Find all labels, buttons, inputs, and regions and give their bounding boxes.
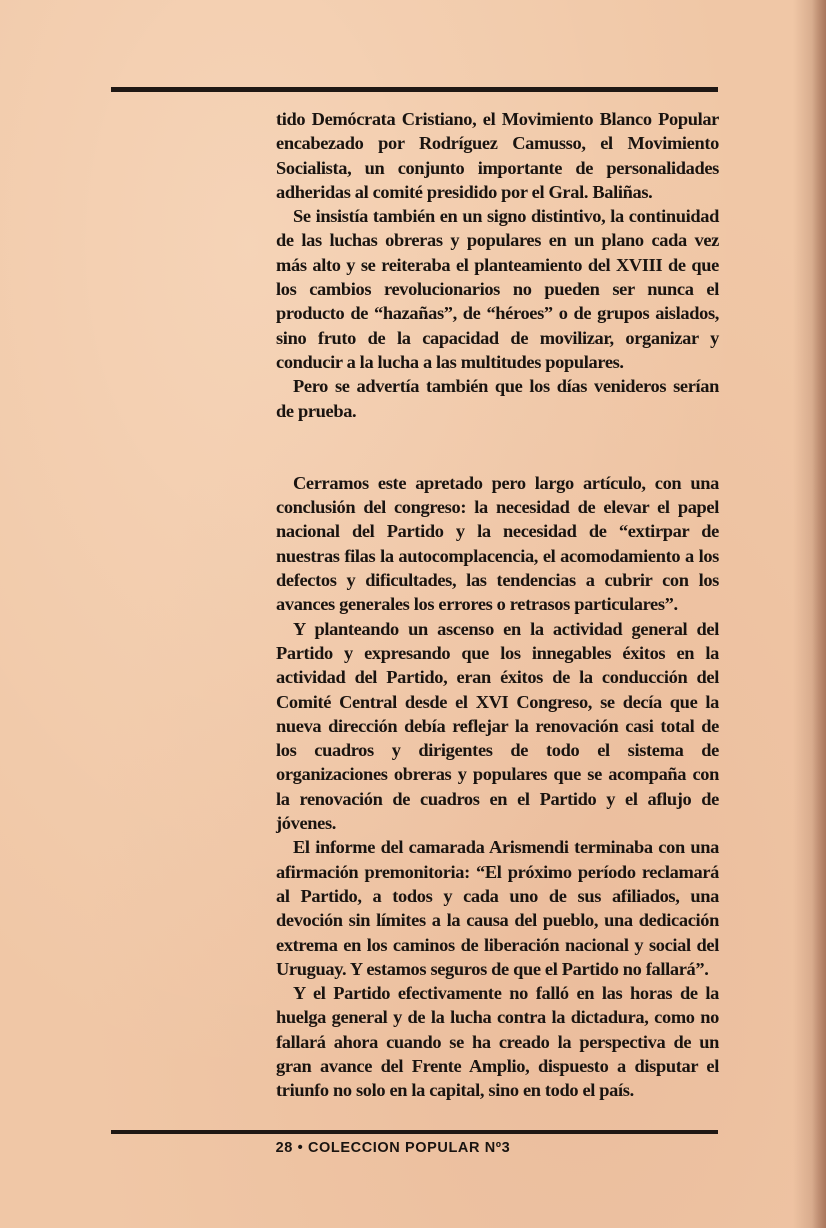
page-footer bbox=[0, 1140, 826, 1156]
page-edge-shadow bbox=[812, 0, 826, 1228]
page-number: 28 bbox=[275, 1140, 293, 1156]
top-rule bbox=[111, 87, 718, 92]
paragraph: Y el Partido efectivamente no falló en las horas de la huelga general y de la lucha contra la dictadura, como no fallará ahora cuando se ha creado la perspectiva de un gran avance del Frente Amplio, dispuesto a disputar el triunfo no solo en la capital, sino en todo el país. bbox=[276, 983, 719, 1101]
paragraph: Pero se advertía también que los días venideros serían de prueba. bbox=[276, 376, 719, 421]
footer-separator: • bbox=[297, 1140, 304, 1156]
paragraph: Y planteando un ascenso en la actividad general del Partido y expresando que los innegables éxitos en la actividad del Partido, eran éxitos de la conducción del Comité Central desde el XVI Congreso, se decía que la nueva dirección debía reflejar la renovación casi total de los cuadros y dirigentes de todo el sistema de organizaciones obreras y populares que se acompaña con la renovación de cuadros en el Partido y el aflujo de jóvenes. bbox=[276, 618, 719, 834]
paragraph: El informe del camarada Arismendi terminaba con una afirmación premonitoria: “El próximo período reclamará al Partido, a todos y cada uno de sus afiliados, una devoción sin límites a la causa del pueblo, una dedicación extrema en los caminos de liberación nacional y social del Uruguay. Y estamos seguros de que el Partido no fallará”. bbox=[276, 837, 719, 979]
paragraph: Se insistía también en un signo distintivo, la continuidad de las luchas obreras y populares en un plano cada vez más alto y se reiteraba el planteamiento del XVIII de que los cambios revolucionarios no pueden ser nunca el producto de “hazañas”, de “héroes” o de grupos aislados, sino fruto de la capacidad de movilizar, organizar y conducir a la lucha a las multitudes populares. bbox=[276, 206, 719, 372]
publication-title: COLECCION POPULAR Nº3 bbox=[307, 1140, 511, 1156]
bottom-rule bbox=[111, 1130, 718, 1134]
paragraph: tido Demócrata Cristiano, el Movimiento Blanco Popular encabezado por Rodríguez Camusso, el Movimiento Socialista, un conjunto importante de personalidades adheridas al comité presidido por el Gral. Baliñas. bbox=[276, 109, 719, 202]
body-text bbox=[276, 107, 719, 1103]
paragraph: Cerramos este apretado pero largo artículo, con una conclusión del congreso: la necesidad de elevar el papel nacional del Partido y la necesidad de “extirpar de nuestras filas la autocomplacencia, el acomodamiento a los defectos y dificultades, las tendencias a cubrir con los avances generales los errores o retrasos particulares”. bbox=[276, 472, 719, 615]
